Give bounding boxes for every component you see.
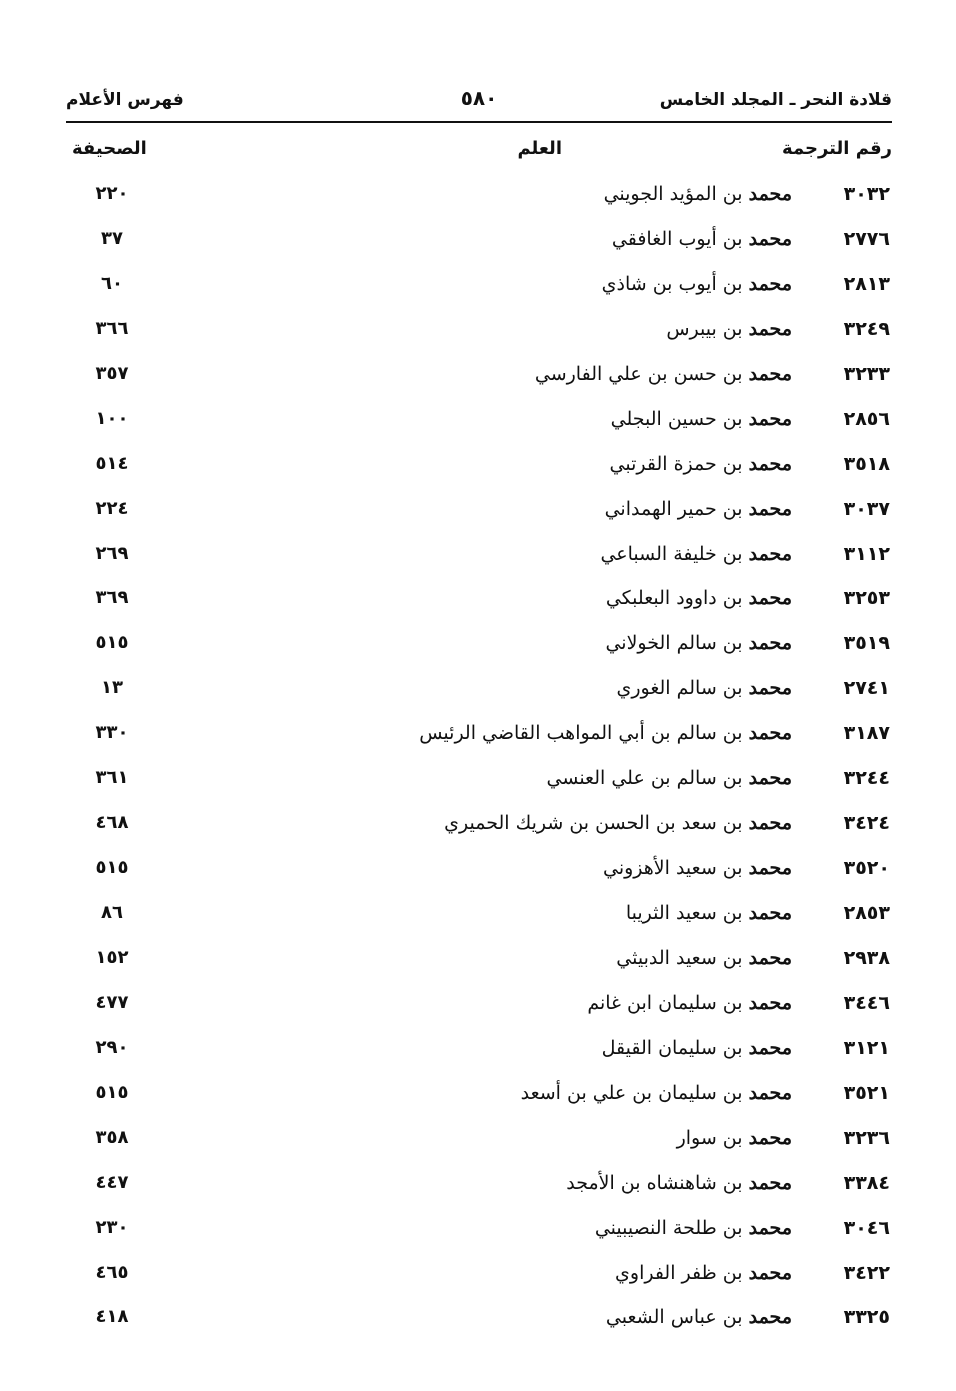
entry-number: ٢٩٣٨ xyxy=(843,946,890,969)
index-entry xyxy=(66,846,892,891)
entry-number: ٢٨٥٦ xyxy=(843,407,890,430)
entry-name: محمد بن سالم الغوري xyxy=(616,677,792,700)
entry-name: محمد بن شاهنشاه بن الأمجد xyxy=(566,1171,792,1194)
entry-number: ٣٥١٩ xyxy=(843,632,890,655)
entry-page: ٣٦٦ xyxy=(95,317,129,339)
entry-name-lead: محمد xyxy=(748,722,792,745)
index-entry xyxy=(66,1116,892,1161)
entry-page: ٤٦٨ xyxy=(95,812,129,834)
entry-name-lead: محمد xyxy=(748,362,792,385)
index-entry xyxy=(66,1251,892,1296)
entry-name: محمد بن حمزة القرتبي xyxy=(609,452,792,475)
entry-name: محمد بن خليفة السباعي xyxy=(600,542,792,565)
entry-page: ٥١٥ xyxy=(95,1081,129,1103)
entry-page: ٢٣٠ xyxy=(95,1216,129,1238)
entry-number: ٣٠٤٦ xyxy=(843,1216,890,1239)
entry-number: ٢٧٧٦ xyxy=(843,227,890,250)
entry-number: ٢٨٥٣ xyxy=(843,902,890,924)
entry-name: محمد بن سالم بن علي العنسي xyxy=(546,767,792,790)
entry-page: ٥١٤ xyxy=(95,452,129,474)
entry-name: محمد بن المؤيد الجويني xyxy=(603,183,792,205)
entry-page: ٢٢٤ xyxy=(95,497,129,519)
entry-name: محمد بن سليمان القيقل xyxy=(601,1036,792,1059)
entry-name: محمد بن سليمان ابن غانم xyxy=(587,991,792,1014)
entry-number: ٣١١٢ xyxy=(843,542,890,565)
entry-number: ٣٣٢٥ xyxy=(843,1306,890,1329)
entry-number: ٣٢٤٤ xyxy=(843,767,890,790)
index-entry xyxy=(66,442,892,487)
page-number: ٥٨٠ xyxy=(460,86,498,110)
entry-name: محمد بن أيوب الغافقي xyxy=(611,227,792,250)
index-entry xyxy=(66,621,892,666)
entry-name-lead: محمد xyxy=(748,677,792,700)
entry-name: محمد بن سعد بن الحسن بن شريك الحميري xyxy=(444,812,792,835)
entry-name-lead: محمد xyxy=(748,632,792,655)
entry-page: ٥١٥ xyxy=(95,857,129,879)
index-entry xyxy=(66,1295,892,1340)
entry-page: ٦٠ xyxy=(101,272,123,294)
entry-name: محمد بن سالم الخولاني xyxy=(605,632,792,655)
entry-page: ٣٧ xyxy=(101,227,123,249)
entry-name-lead: محمد xyxy=(748,1171,792,1194)
entry-name-lead: محمد xyxy=(748,991,792,1014)
entry-page: ٣٣٠ xyxy=(95,722,129,744)
index-entry xyxy=(66,666,892,711)
index-entry xyxy=(66,1071,892,1116)
entry-name-lead: محمد xyxy=(748,1261,792,1284)
entry-number: ٣٢٣٣ xyxy=(843,362,890,385)
entry-name-lead: محمد xyxy=(748,407,792,430)
entry-page: ٨٦ xyxy=(101,902,123,923)
entry-name-lead: محمد xyxy=(748,1081,792,1104)
entry-number: ٣٢٤٩ xyxy=(843,317,890,340)
entry-name-lead: محمد xyxy=(748,452,792,475)
column-header-number: رقم الترجمة xyxy=(782,138,892,159)
entry-name: محمد بن طلحة النصيبيني xyxy=(594,1216,792,1239)
index-entry xyxy=(66,172,892,217)
entry-number: ٣٤٤٦ xyxy=(843,991,890,1014)
header-rule xyxy=(66,121,892,123)
entry-page: ٤١٨ xyxy=(95,1306,129,1328)
entry-page: ٤٤٧ xyxy=(95,1171,129,1193)
entry-name: محمد بن سعيد الدبيثي xyxy=(616,946,792,969)
entry-name-lead: محمد xyxy=(748,497,792,520)
entry-number: ٣٥٢١ xyxy=(843,1081,890,1104)
index-entry xyxy=(66,217,892,262)
index-entry xyxy=(66,576,892,621)
entry-name: محمد بن سليمان بن علي بن أسعد xyxy=(520,1081,792,1104)
entry-name-lead: محمد xyxy=(748,1126,792,1149)
entry-page: ٥١٥ xyxy=(95,632,129,654)
entry-number: ٣١٢١ xyxy=(843,1036,890,1059)
entry-name-lead: محمد xyxy=(748,587,792,610)
entry-page: ١٣ xyxy=(101,677,123,699)
index-entry xyxy=(66,397,892,442)
entry-page: ٤٦٥ xyxy=(95,1261,129,1283)
entry-number: ٢٨١٣ xyxy=(843,272,890,295)
index-entry xyxy=(66,532,892,577)
section-title: فهرس الأعلام xyxy=(66,90,184,110)
entry-number: ٢٧٤١ xyxy=(843,677,890,700)
entry-name: محمد بن سالم بن أبي المواهب القاضي الرئيس xyxy=(419,722,792,745)
entry-name: محمد بن حمير الهمداني xyxy=(604,497,792,520)
entry-page: ١٠٠ xyxy=(95,407,129,429)
entry-number: ٣٤٢٢ xyxy=(843,1261,890,1284)
entry-name: محمد بن داوود البعلبكي xyxy=(605,587,792,610)
index-entry xyxy=(66,262,892,307)
entry-number: ٣٢٥٣ xyxy=(843,587,890,610)
entry-number: ٣٠٣٢ xyxy=(843,183,890,205)
index-entry xyxy=(66,756,892,801)
entry-page: ٣٥٨ xyxy=(95,1126,129,1148)
entry-name-lead: محمد xyxy=(748,902,792,924)
entry-number: ٣١٨٧ xyxy=(843,722,890,745)
entry-name-lead: محمد xyxy=(748,317,792,340)
index-entry xyxy=(66,801,892,846)
entry-name-lead: محمد xyxy=(748,857,792,880)
entry-page: ٣٥٧ xyxy=(95,362,129,384)
index-entry xyxy=(66,891,892,936)
entry-name: محمد بن سعيد الثريبا xyxy=(625,902,792,924)
entry-number: ٣٤٢٤ xyxy=(843,812,890,835)
index-entry xyxy=(66,307,892,352)
entry-name: محمد بن حسين البجلي xyxy=(610,407,792,430)
entry-number: ٣٥١٨ xyxy=(843,452,890,475)
entry-number: ٣٢٣٦ xyxy=(843,1126,890,1149)
index-entry xyxy=(66,711,892,756)
entry-name-lead: محمد xyxy=(748,812,792,835)
entry-name-lead: محمد xyxy=(748,946,792,969)
entry-name-lead: محمد xyxy=(748,183,792,205)
entry-page: ٢٩٠ xyxy=(95,1036,129,1058)
entry-name-lead: محمد xyxy=(748,227,792,250)
index-entry xyxy=(66,1026,892,1071)
entry-page: ٢٢٠ xyxy=(95,183,129,204)
index-entry xyxy=(66,1206,892,1251)
entry-name: محمد بن سعيد الأهزوني xyxy=(603,857,792,880)
entry-name-lead: محمد xyxy=(748,767,792,790)
entry-number: ٣٥٢٠ xyxy=(843,857,890,880)
entry-page: ٣٦٩ xyxy=(95,587,129,609)
entry-name-lead: محمد xyxy=(748,542,792,565)
entry-page: ٢٦٩ xyxy=(95,542,129,564)
entry-page: ٣٦١ xyxy=(95,767,129,789)
entry-name: محمد بن بيبرس xyxy=(666,317,792,340)
entry-name: محمد بن سوار xyxy=(676,1126,792,1149)
entry-page: ١٥٢ xyxy=(95,946,129,968)
book-title: قلادة النحر ـ المجلد الخامس xyxy=(659,90,892,110)
index-entry xyxy=(66,936,892,981)
index-entry xyxy=(66,487,892,532)
index-entries xyxy=(66,172,892,1340)
entry-name-lead: محمد xyxy=(748,1216,792,1239)
index-entry xyxy=(66,1161,892,1206)
entry-name-lead: محمد xyxy=(748,272,792,295)
entry-name: محمد بن عباس الشعبي xyxy=(605,1306,792,1329)
column-headers xyxy=(66,138,892,170)
entry-name: محمد بن ظفر الفراوي xyxy=(615,1261,792,1284)
entry-page: ٤٧٧ xyxy=(95,991,129,1013)
entry-name-lead: محمد xyxy=(748,1306,792,1329)
column-header-page: الصحيفة xyxy=(72,138,147,159)
running-head xyxy=(66,84,892,118)
entry-name: محمد بن أيوب بن شاذي xyxy=(601,272,792,295)
index-entry xyxy=(66,352,892,397)
entry-name: محمد بن حسن بن علي الفارسي xyxy=(534,362,792,385)
entry-number: ٣٣٨٤ xyxy=(843,1171,890,1194)
entry-name-lead: محمد xyxy=(748,1036,792,1059)
index-entry xyxy=(66,981,892,1026)
entry-number: ٣٠٣٧ xyxy=(843,497,890,520)
column-header-name: العلم xyxy=(517,138,562,159)
